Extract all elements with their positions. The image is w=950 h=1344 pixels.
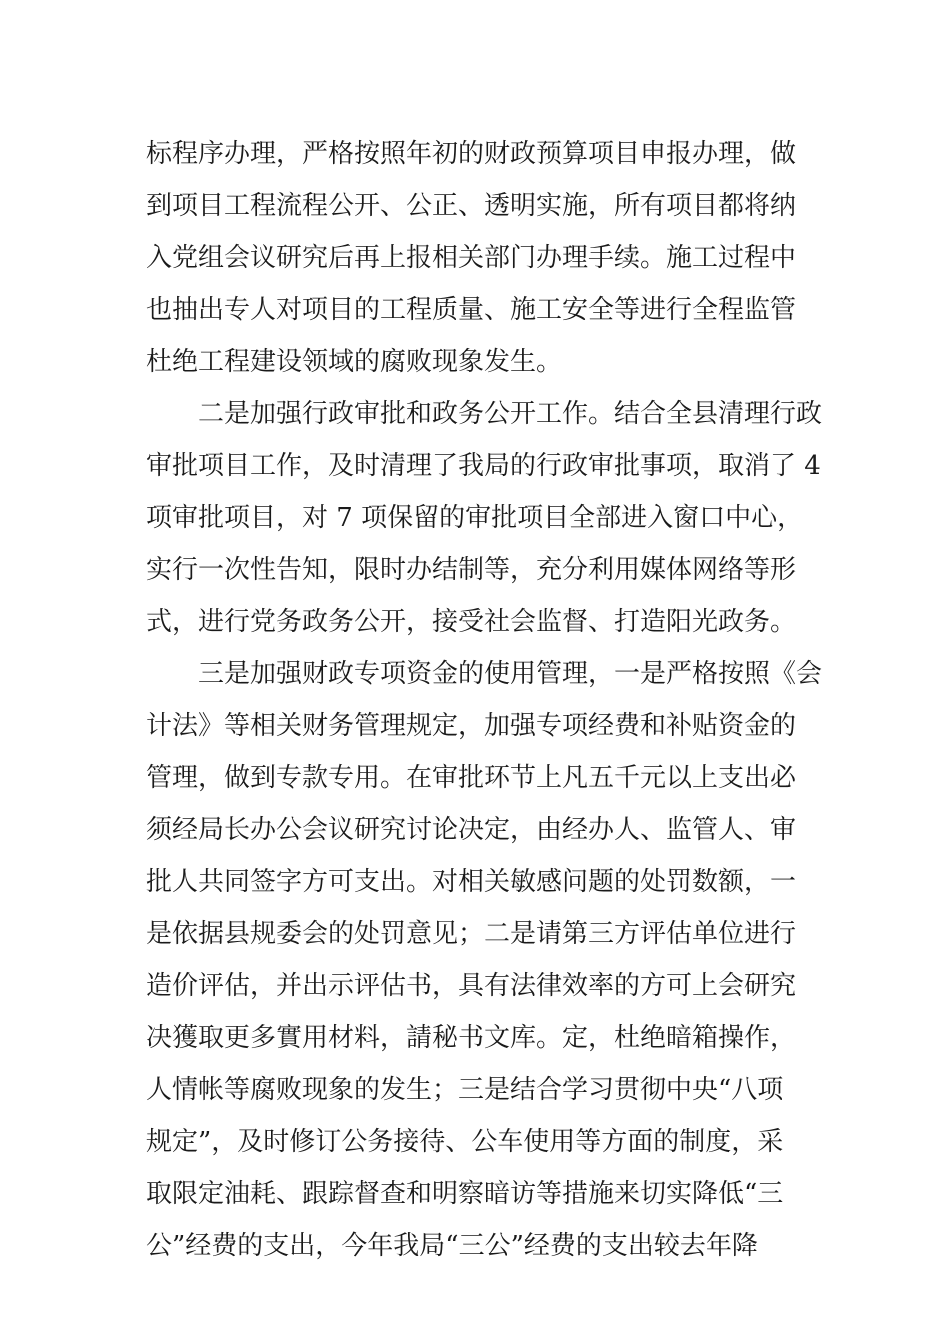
text-line: 到项目工程流程公开、公正、透明实施，所有项目都将纳	[146, 191, 797, 221]
text-line: 实行一次性告知，限时办结制等，充分利用媒体网络等形	[146, 555, 797, 585]
text-line: 造价评估，并出示评估书，具有法律效率的方可上会研究	[146, 971, 797, 1001]
text-line: 规定”，及时修订公务接待、公车使用等方面的制度，采	[146, 1127, 784, 1157]
text-line: 标程序办理，严格按照年初的财政预算项目申报办理，做	[146, 139, 797, 169]
text-line: 须经局长办公会议研究讨论决定，由经办人、监管人、审	[146, 815, 797, 845]
text-line: 批人共同签字方可支出。对相关敏感问题的处罚数额，一	[146, 867, 797, 897]
text-line: 项审批项目，对 7 项保留的审批项目全部进入窗口中心，	[146, 503, 804, 533]
text-line: 杜绝工程建设领域的腐败现象发生。	[146, 347, 563, 377]
text-line: 入党组会议研究后再上报相关部门办理手续。施工过程中	[146, 243, 797, 273]
text-line: 决獲取更多實用材料，請秘书文库。定，杜绝暗箱操作，	[146, 1023, 797, 1053]
text-line: 式，进行党务政务公开，接受社会监督、打造阳光政务。	[146, 607, 797, 637]
text-line: 是依据县规委会的处罚意见；二是请第三方评估单位进行	[146, 919, 797, 949]
text-line: 人情帐等腐败现象的发生；三是结合学习贯彻中央“八项	[146, 1075, 784, 1105]
text-line: 审批项目工作，及时清理了我局的行政审批事项，取消了 4	[146, 451, 821, 481]
text-line: 取限定油耗、跟踪督查和明察暗访等措施来切实降低“三	[146, 1179, 784, 1209]
text-line: 三是加强财政专项资金的使用管理，一是严格按照《会	[146, 659, 823, 689]
text-line: 公”经费的支出，今年我局“三公”经费的支出较去年降	[146, 1231, 758, 1261]
text-line: 二是加强行政审批和政务公开工作。结合全县清理行政	[146, 399, 823, 429]
text-line: 也抽出专人对项目的工程质量、施工安全等进行全程监管	[146, 295, 797, 325]
body-text	[146, 128, 823, 1272]
text-line: 管理，做到专款专用。在审批环节上凡五千元以上支出必	[146, 763, 797, 793]
text-line: 计法》等相关财务管理规定，加强专项经费和补贴资金的	[146, 711, 797, 741]
